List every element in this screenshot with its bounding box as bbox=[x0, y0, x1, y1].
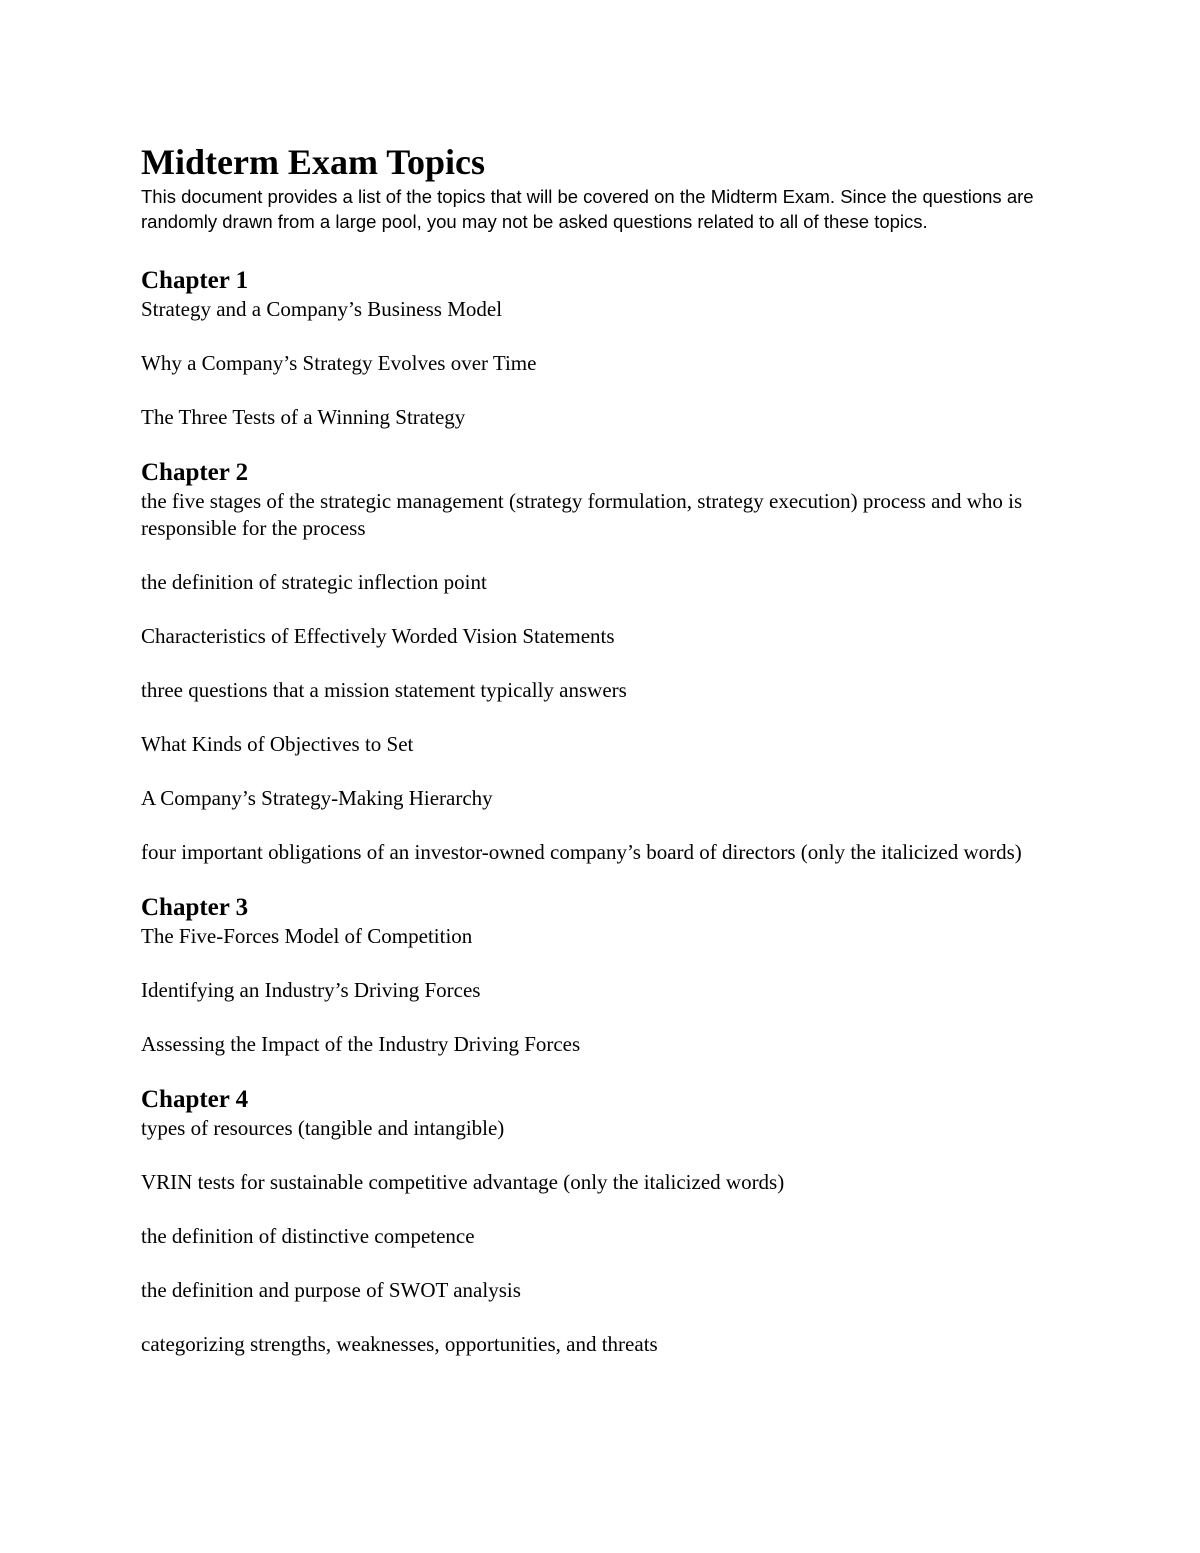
topic-item: four important obligations of an investor-owned company’s board of directors (only the italicized words) bbox=[141, 840, 1022, 864]
chapter-4 bbox=[141, 1085, 1071, 1358]
topic-item: Why a Company’s Strategy Evolves over Time bbox=[141, 351, 537, 375]
intro-paragraph: This document provides a list of the topics that will be covered on the Midterm Exam. Since the questions are randomly drawn from a large pool, you may not be asked questions related to all of these topics. bbox=[141, 186, 1034, 232]
topic-item: the definition and purpose of SWOT analysis bbox=[141, 1278, 521, 1302]
topic-item: VRIN tests for sustainable competitive advantage (only the italicized words) bbox=[141, 1170, 785, 1194]
topic-item: What Kinds of Objectives to Set bbox=[141, 732, 414, 756]
topic-item: Identifying an Industry’s Driving Forces bbox=[141, 978, 481, 1002]
document-page bbox=[141, 140, 1071, 1358]
topic-item: the definition of strategic inflection point bbox=[141, 570, 487, 594]
topic-item: Characteristics of Effectively Worded Vision Statements bbox=[141, 624, 615, 648]
chapter-heading: Chapter 1 bbox=[141, 267, 249, 294]
topic-item: three questions that a mission statement typically answers bbox=[141, 678, 627, 702]
document-title: Midterm Exam Topics bbox=[141, 142, 486, 182]
topic-list bbox=[141, 488, 1071, 866]
topic-list bbox=[141, 923, 1071, 1058]
topic-item: categorizing strengths, weaknesses, opportunities, and threats bbox=[141, 1332, 658, 1356]
chapter-heading: Chapter 4 bbox=[141, 1086, 249, 1113]
chapter-2 bbox=[141, 458, 1071, 866]
topic-item: The Five-Forces Model of Competition bbox=[141, 924, 473, 948]
topic-list bbox=[141, 1115, 1071, 1358]
chapter-heading: Chapter 2 bbox=[141, 459, 249, 486]
chapter-heading: Chapter 3 bbox=[141, 894, 249, 921]
topic-item: A Company’s Strategy-Making Hierarchy bbox=[141, 786, 493, 810]
topic-item: types of resources (tangible and intangible) bbox=[141, 1116, 505, 1140]
chapter-1 bbox=[141, 266, 1071, 431]
topic-item: the definition of distinctive competence bbox=[141, 1224, 475, 1248]
topic-item: The Three Tests of a Winning Strategy bbox=[141, 405, 466, 429]
topic-item: Strategy and a Company’s Business Model bbox=[141, 297, 503, 321]
chapter-3 bbox=[141, 893, 1071, 1058]
topic-list bbox=[141, 296, 1071, 431]
topic-item: the five stages of the strategic management (strategy formulation, strategy execution) process and who is responsible for the process bbox=[141, 489, 1023, 540]
topic-item: Assessing the Impact of the Industry Driving Forces bbox=[141, 1032, 581, 1056]
